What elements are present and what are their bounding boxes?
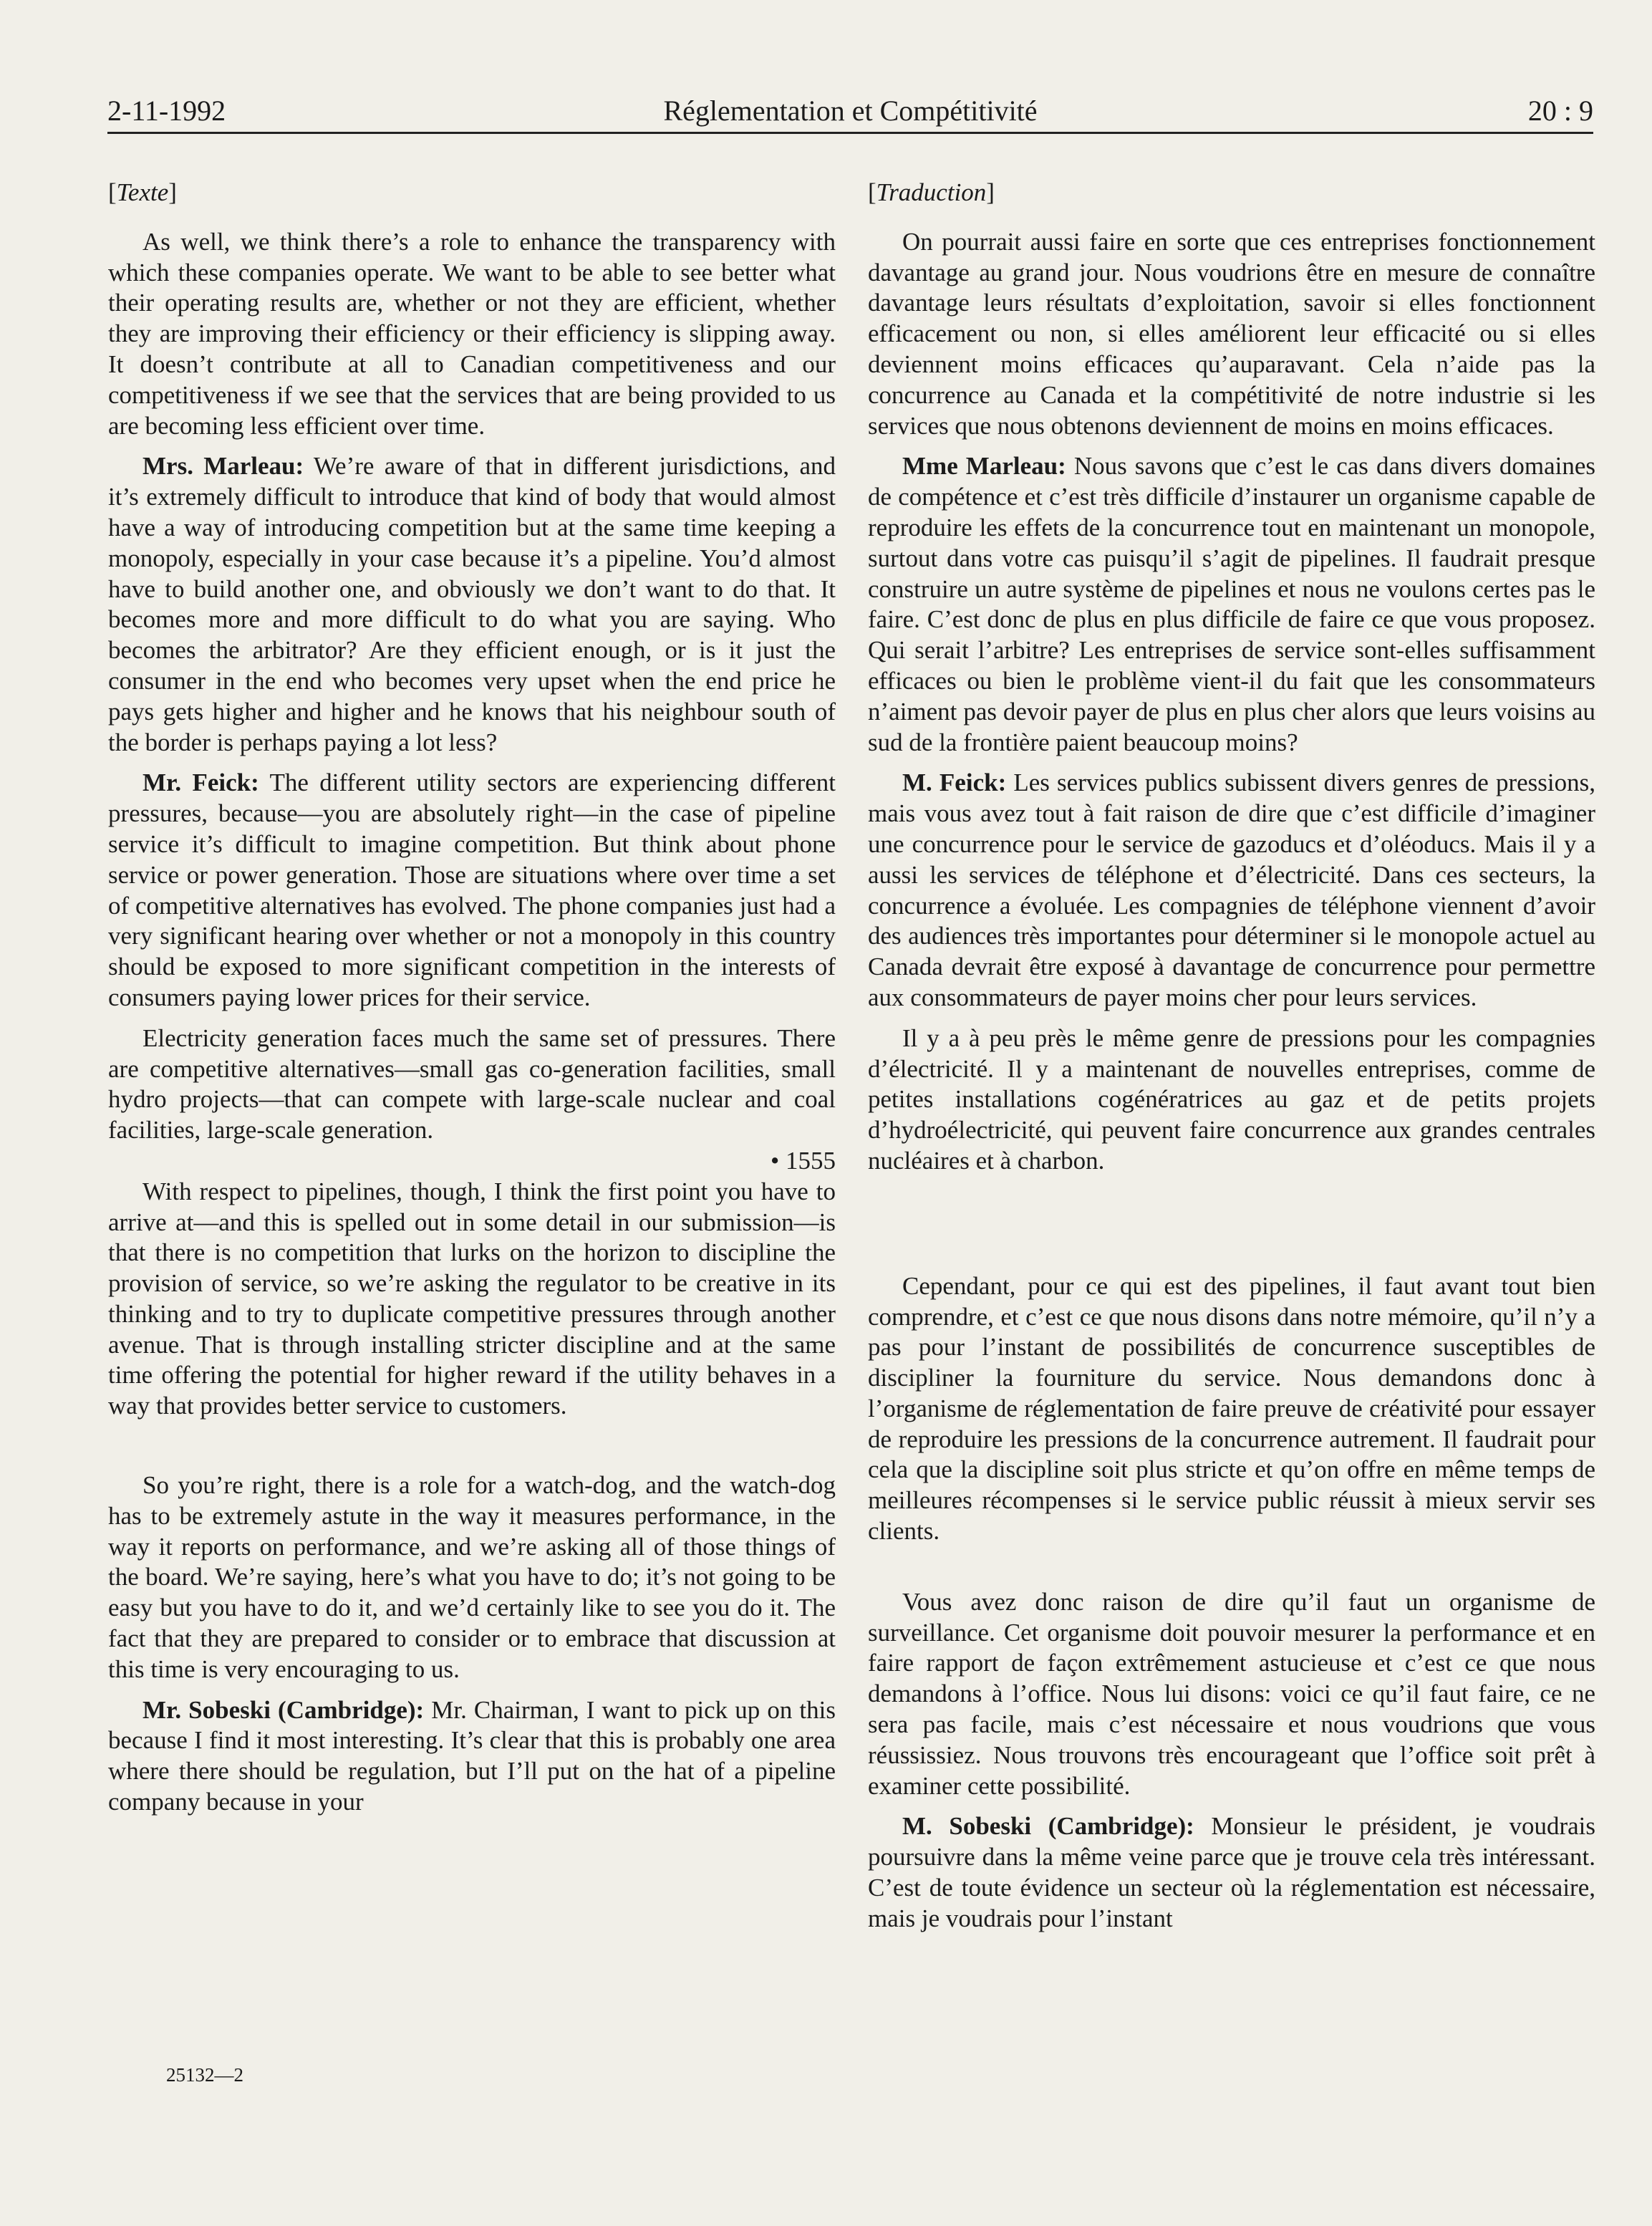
speech-text: Monsieur le président, je voudrais poursuivre dans la même veine parce que je trouve cela très intéressant. C’est de toute évidence un secteur où la réglementation est nécessaire, mais je voudrais pour l’instant (868, 1812, 1595, 1932)
paragraph: As well, we think there’s a role to enhance the transparency with which these companies operate. We want to be able to see better what their operating results are, whether or not they are efficient, whether they are improving their efficiency or their efficiency is slipping away. It doesn’t contribute at all to Canadian competitiveness and our competitiveness if we see that the services that are being provided to us are becoming less efficient over time. (108, 227, 836, 440)
speech-text: Mr. Chairman, I want to pick up on this because I find it most interesting. It’s clear that this is probably one area where there should be regulation, but I’ll put on the hat of a pipeline company because in your (108, 1695, 836, 1816)
column-label-traduction: [Traduction] (868, 178, 995, 206)
spacer (868, 1547, 1595, 1587)
speech-text: Les services publics subissent divers genres de pressions, mais vous avez tout à fait raison de dire que c’est difficile d’imaginer une concurrence pour le service de gazoducs et d’oléoducs. Mais il y a aussi les services de téléphone et d’électricité. Dans ces secteurs, la concurrence a évoluée. Les compagnies de téléphone viennent d’avoir des audiences très importantes pour déterminer si le monopole actuel au Canada devrait être exposé à davantage de concurrence pour permettre aux consommateurs de payer moins cher pour leurs services. (868, 768, 1595, 1011)
paragraph: On pourrait aussi faire en sorte que ces entreprises fonctionnement davantage au grand jour. Nous voudrions être en mesure de connaître davantage leurs résultats d’exploitation, savoir si elles fonctionnent efficacement ou non, si elles améliorent leur efficacité ou si elles deviennent moins efficaces qu’auparavant. Cela n’aide pas la concurrence au Canada et la compétitivité de notre industrie si les services que nous obtenons deviennent de moins en moins efficaces. (868, 227, 1595, 440)
speaker-name: Mr. Sobeski (Cambridge): (143, 1695, 425, 1724)
paragraph: With respect to pipelines, though, I think the first point you have to arrive at—and this is spelled out in some detail in our submission—is that there is no competition that lurks on the horizon to discipline the provision of service, so we’re asking the regulator to be creative in its thinking and to try to duplicate competitive pressures through another avenue. That is through installing stricter discipline and at the same time offering the potential for higher reward if the utility behaves in a way that provides better service to customers. (108, 1177, 836, 1420)
speaker-paragraph (108, 1695, 836, 1818)
french-column (868, 178, 1595, 1934)
speaker-paragraph (108, 451, 836, 758)
speaker-paragraph (868, 1811, 1595, 1934)
print-number: 25132—2 (166, 2064, 243, 2086)
speech-text: The different utility sectors are experiencing different pressures, because—you are absolutely right—in the case of pipeline service it’s difficult to imagine competition. But think about phone service or power generation. Those are situations where over time a set of competitive alternatives has evolved. The phone companies just had a very significant hearing over whether or not a monopoly in this country should be exposed to more significant competition in the interests of consumers paying lower prices for their service. (108, 768, 836, 1011)
speaker-name: Mrs. Marleau: (143, 452, 304, 481)
header-title: Réglementation et Compétitivité (663, 95, 1038, 127)
spacer (108, 1422, 836, 1470)
speaker-name: Mme Marleau: (902, 452, 1066, 481)
timestamp: • 1555 (770, 1146, 836, 1175)
speaker-paragraph (108, 768, 836, 1013)
speaker-name: Mr. Feick: (143, 768, 259, 797)
speaker-paragraph (868, 768, 1595, 1013)
header-date: 2-11-1992 (107, 95, 226, 127)
speech-text: Nous savons que c’est le cas dans divers domaines de compétence et c’est très difficile d’instaurer un organisme capable de reproduire les effets de la concurrence tout en maintenant un monopole, surtout dans votre cas puisqu’il s’agit de pipelines. Il faudrait presque construire un autre système de pipelines et nous ne voulons certes pas le faire. C’est donc de plus en plus difficile de faire ce que vous proposez. Qui serait l’arbitre? Les entreprises de service sont-elles suffisamment efficaces ou bien le problème vient-il du fait que les consommateurs n’aiment pas devoir payer de plus en plus cher alors que leurs voisins au sud de la frontière paient beaucoup moins? (868, 452, 1595, 756)
header-rule (107, 132, 1593, 134)
paragraph: Electricity generation faces much the same set of pressures. There are competitive alternatives—small gas co-generation facilities, small hydro projects—that can compete with large-scale nuclear and coal facilities, large-scale generation. (108, 1023, 836, 1145)
paragraph: Il y a à peu près le même genre de pressions pour les compagnies d’électricité. Il y a maintenant de nouvelles entreprises, comme de petites installations cogénératrices au gaz et de petits projets d’hydroélectricité, qui peuvent faire concurrence aux grandes centrales nucléaires et à charbon. (868, 1023, 1595, 1175)
paragraph: So you’re right, there is a role for a watch-dog, and the watch-dog has to be extremely astute in the way it measures performance, in the way it reports on performance, and we’re asking all of those things of the board. We’re saying, here’s what you have to do; it’s not going to be easy but you have to do it, and we’d certainly like to see you do it. The fact that they are prepared to consider or to embrace that discussion at this time is very encouraging to us. (108, 1471, 836, 1683)
page-header (107, 89, 1593, 132)
english-column (108, 178, 836, 1818)
speaker-name: M. Sobeski (Cambridge): (902, 1812, 1194, 1841)
paragraph: Vous avez donc raison de dire qu’il faut un organisme de surveillance. Cet organisme doit pouvoir mesurer la performance et en faire rapport de façon extrêmement astucieuse et c’est ce que nous demandons à l’office. Nous lui disons: voici ce qu’il faut faire, ce ne sera pas facile, mais c’est nécessaire et nous voudrions que vous réussissiez. Nous trouvons très encourageant que l’office soit prêt à examiner cette possibilité. (868, 1587, 1595, 1800)
speaker-paragraph (868, 451, 1595, 758)
paragraph: Cependant, pour ce qui est des pipelines, il faut avant tout bien comprendre, et c’est ce que nous disons dans notre mémoire, qu’il n’y a pas pour l’instant de possibilités de concurrence susceptibles de discipliner la fourniture du service. Nous demandons donc à l’organisme de réglementation de faire preuve de créativité pour essayer de reproduire les pressions de la concurrence autrement. Il faudrait pour cela que la discipline soit plus stricte et qu’on offre en même temps de meilleures récompenses si le service public réussit à mieux servir ses clients. (868, 1271, 1595, 1546)
spacer (868, 1177, 1595, 1271)
speech-text: We’re aware of that in different jurisdictions, and it’s extremely difficult to introduce that kind of body that would almost have a way of introducing competition but at the same time keeping a monopoly, especially in your case because it’s a pipeline. You’d almost have to build another one, and obviously we don’t want to do that. It becomes more and more difficult to do what you are saying. Who becomes the arbitrator? Are they efficient enough, or is it just the consumer in the end who becomes very upset when the end price he pays gets higher and higher and he knows that his neighbour south of the border is perhaps paying a lot less? (108, 452, 836, 756)
header-page-number: 20 : 9 (1527, 95, 1593, 127)
speaker-name: M. Feick: (902, 768, 1007, 797)
column-label-texte: [Texte] (108, 178, 177, 206)
